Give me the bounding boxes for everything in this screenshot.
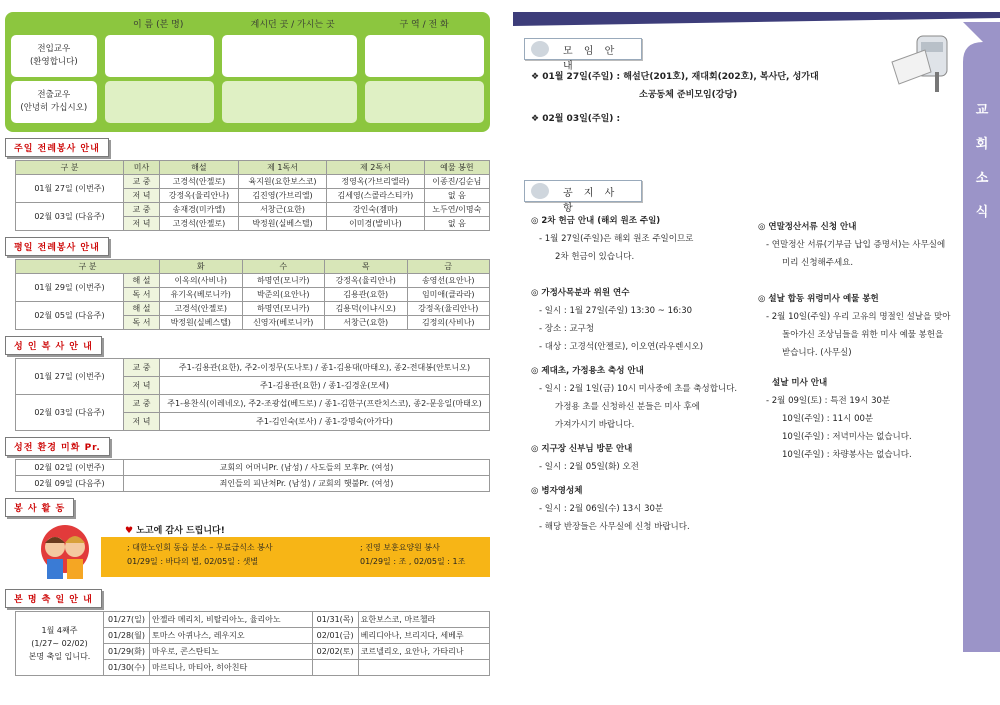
cell: 교 중 [124, 175, 160, 189]
date-cell: 02월 09일 (다음주) [16, 476, 124, 492]
cell: 이옥의(사비나) [160, 274, 243, 288]
notice-heading: ◎ 제대초, 가정용초 축성 안내 [531, 366, 644, 376]
notice-line: 미리 신청해주세요. [782, 258, 854, 268]
cell: 마르티나, 마티아, 히아친타 [150, 660, 313, 676]
meeting-line2: 소공동체 준비모임(강당) [639, 90, 738, 100]
th: 해설 [160, 161, 239, 175]
cell: 김용덕(이냐시오) [325, 302, 408, 316]
side-char: 식 [975, 205, 989, 220]
notice-title-box [524, 180, 642, 214]
sunday-table [15, 160, 490, 231]
notice-right-column [758, 218, 968, 464]
notice-line: - 2월 10일(주일) 우리 고유의 명절인 설날을 맞아 [766, 312, 951, 322]
cell: 주1-용찬식(이레네오), 주2-조광섭(베드로) / 종1-김한구(프란치스코), 종2-문응일(마태오) [160, 395, 490, 413]
header-district: 구 역 / 전 화 [399, 19, 449, 30]
cell: 주1-김인숙(로사) / 종1-강명숙(아가다) [160, 413, 490, 431]
cell: 01/28(월) [104, 628, 150, 644]
cell [358, 660, 489, 676]
cell: 저 녁 [124, 377, 160, 395]
notice-left-column [531, 212, 771, 536]
label-incoming: 전입교우 (환영합니다) [11, 35, 97, 77]
cell: 신영자(베로니카) [242, 316, 325, 330]
notice-line: 가져가시기 바랍니다. [555, 420, 635, 430]
notice-heading: 설날 미사 안내 [772, 378, 828, 388]
sunday-section-title: 주일 전례봉사 안내 [5, 138, 109, 157]
church-news-vertical [971, 94, 993, 230]
side-char: 소 [975, 171, 989, 186]
mailbox-icon [887, 32, 957, 94]
cell: 해 설 [124, 302, 160, 316]
cell: 코르넬리오, 요안나, 가타리나 [358, 644, 489, 660]
cell: 주1-김용관(요한), 주2-이정무(도나토) / 종1-김용대(마태오), 종2-전대봉(안토니오) [160, 359, 490, 377]
notice-line: 10일(주일) : 11시 00분 [782, 414, 874, 424]
table-row [16, 203, 490, 217]
altar-section-title: 성 인 복 사 안 내 [5, 336, 102, 355]
th: 금 [407, 260, 490, 274]
left-page [5, 12, 490, 676]
registration-box [5, 12, 490, 132]
cell: 강정옥(율리안나) [160, 189, 239, 203]
date-cell: 02월 05일 (다음주) [16, 302, 124, 330]
weekday-section-title: 평일 전례봉사 안내 [5, 237, 109, 256]
cell: 강정옥(율리안나) [407, 302, 490, 316]
couple-illustration-icon [25, 521, 100, 583]
cell: 김진영(가브리엘) [238, 189, 326, 203]
registration-header [11, 15, 484, 31]
notice-line: - 1월 27일(주일)은 해외 원조 주일이므로 [539, 234, 694, 244]
right-page [513, 12, 1000, 705]
cell: 베리디아나, 브리지다, 세베루 [358, 628, 489, 644]
patron-section-title: 본 명 축 일 안 내 [5, 589, 102, 608]
notice-heading: ◎ 병자영성체 [531, 486, 583, 496]
service-section-title: 봉 사 활 동 [5, 498, 74, 517]
table-row [16, 612, 490, 628]
cell: 강정옥(율리안나) [325, 274, 408, 288]
meeting-content [531, 68, 819, 128]
th: 예물 봉헌 [424, 161, 489, 175]
district-cell[interactable] [365, 81, 484, 123]
cell: 02/01(금) [312, 628, 358, 644]
th: 제 2독서 [327, 161, 425, 175]
header-name: 이 름 (본 명) [133, 19, 184, 30]
cell: 고경석(안젤로) [160, 175, 239, 189]
volunteer-2 [360, 541, 465, 569]
th: 수 [242, 260, 325, 274]
cell: 박준의(요안나) [242, 288, 325, 302]
notice-line: - 2월 09일(토) : 특전 19시 30분 [766, 396, 891, 406]
cell: 저 녁 [124, 217, 160, 231]
notice-line: - 일시 : 2월 05일(화) 오전 [539, 462, 639, 472]
cell: 서창근(요한) [325, 316, 408, 330]
notice-title: 공 지 사 항 [563, 188, 619, 214]
cell: 강인숙(젬마) [327, 203, 425, 217]
notice-line: 받습니다. (사무실) [782, 348, 852, 358]
header-place: 계시던 곳 / 가시는 곳 [250, 19, 335, 30]
label-outgoing: 전출교우 (안녕히 가십시오) [11, 81, 97, 123]
weekday-table [15, 259, 490, 330]
meeting-line3: ❖ 02월 03일(주일) : [531, 114, 621, 124]
registration-row-in [11, 35, 484, 77]
cell: 고경석(안젤로) [160, 302, 243, 316]
cell: 교회의 어머니Pr. (남성) / 사도들의 모후Pr. (여성) [124, 460, 490, 476]
table-row [16, 274, 490, 288]
cell: 이종진/김순님 [424, 175, 489, 189]
cell: 김정의(사비나) [407, 316, 490, 330]
table-row [16, 359, 490, 377]
vol2-line2: 01/29일 : 조 , 02/05일 : 1조 [360, 557, 466, 566]
table-row [16, 395, 490, 413]
heart-icon: ♥ [125, 526, 134, 536]
notice-heading: ◎ 가정사목분과 위원 연수 [531, 288, 630, 298]
cell: 정영옥(가브리엘라) [327, 175, 425, 189]
notice-line: 2차 헌금이 있습니다. [555, 252, 635, 262]
cell: 교 중 [124, 203, 160, 217]
meeting-line1: ❖ 01월 27일(주일) : 해설단(201호), 재대회(202호), 복사단, 성가대 [531, 72, 819, 82]
table-row [16, 476, 490, 492]
registration-row-out [11, 81, 484, 123]
place-cell[interactable] [222, 35, 356, 77]
date-cell: 02월 03일 (다음주) [16, 395, 124, 431]
side-char: 회 [975, 137, 989, 152]
notice-line: - 대상 : 고경석(안젤로), 이오연(라우렌시오) [539, 342, 704, 352]
notice-heading: ◎ 연말정산서류 신청 안내 [758, 222, 857, 232]
cell: 고경석(안젤로) [160, 217, 239, 231]
cell: 김용관(요한) [325, 288, 408, 302]
cell: 김세영(스콜라스티카) [327, 189, 425, 203]
notice-line: 가정용 초를 신청하신 분들은 미사 후에 [555, 402, 700, 412]
cell: 안젤라 메리치, 비탈리아노, 율리아노 [150, 612, 313, 628]
cell: 이미경(발비나) [327, 217, 425, 231]
notice-line: 돌아가신 조상님들을 위한 미사 예물 봉헌을 [782, 330, 944, 340]
notice-heading: ◎ 지구장 신부님 방문 안내 [531, 444, 633, 454]
thanks-message [125, 523, 225, 536]
cell: 독 서 [124, 288, 160, 302]
volunteer-1 [127, 541, 273, 569]
cell: 해 설 [124, 274, 160, 288]
vol1-line2: 01/29일 : 바다의 별, 02/05일 : 샛별 [127, 557, 259, 566]
cell: 교 중 [124, 359, 160, 377]
table-row [16, 302, 490, 316]
name-cell[interactable] [105, 35, 215, 77]
notice-heading: ◎ 2차 헌금 안내 (해외 원조 주일) [531, 216, 661, 226]
th: 제 1독서 [238, 161, 326, 175]
th: 구 분 [16, 260, 160, 274]
notice-line: - 일시 : 1월 27일(주일) 13:30 ~ 16:30 [539, 306, 693, 316]
env-table [15, 459, 490, 492]
altar-table [15, 358, 490, 431]
cell: 유기옥(베로니카) [160, 288, 243, 302]
date-cell: 01월 29일 (이번주) [16, 274, 124, 302]
notice-line: - 일시 : 2월 06일(수) 13시 30분 [539, 504, 664, 514]
cell: 01/30(수) [104, 660, 150, 676]
cell: 01/31(목) [312, 612, 358, 628]
name-cell[interactable] [105, 81, 215, 123]
meeting-title-box [524, 38, 642, 72]
patron-table [15, 611, 490, 676]
cell: 송영선(요안나) [407, 274, 490, 288]
date-cell: 01월 27일 (이번주) [16, 359, 124, 395]
cell: 박정원(실베스텔) [160, 316, 243, 330]
cell: 주1-김용관(요한) / 종1-김경운(모세) [160, 377, 490, 395]
meeting-title: 모 임 안 내 [563, 46, 619, 72]
th: 화 [160, 260, 243, 274]
thanks-text: 노고에 감사 드립니다! [136, 526, 225, 536]
cell [312, 660, 358, 676]
cell: 요한보스코, 마르첼라 [358, 612, 489, 628]
cell: 하명연(모니카) [242, 274, 325, 288]
notice-line: - 장소 : 교구청 [539, 324, 595, 334]
cell: 토마스 아퀴나스, 레우지오 [150, 628, 313, 644]
notice-heading: ◎ 설날 합동 위령미사 예물 봉헌 [758, 294, 879, 304]
cell: 육지원(요한보스코) [238, 175, 326, 189]
week-cell: 1월 4째주 (1/27~ 02/02) 본명 축일 입니다. [16, 612, 104, 676]
side-char: 교 [975, 103, 989, 118]
place-cell[interactable] [222, 81, 356, 123]
cell: 01/29(화) [104, 644, 150, 660]
table-row [16, 460, 490, 476]
notice-line: - 해당 반장들은 사무실에 신청 바랍니다. [539, 522, 690, 532]
notice-line: 10일(주일) : 저녁미사는 없습니다. [782, 432, 912, 442]
date-cell: 02월 02일 (이번주) [16, 460, 124, 476]
date-cell: 02월 03일 (다음주) [16, 203, 124, 231]
notice-line: - 일시 : 2월 1일(금) 10시 미사중에 초를 축성합니다. [539, 384, 738, 394]
cell: 서창근(요한) [238, 203, 326, 217]
env-section-title: 성전 환경 미화 Pr. [5, 437, 110, 456]
cell: 없 음 [424, 189, 489, 203]
cell: 노두연/이명숙 [424, 203, 489, 217]
cell: 저 녁 [124, 413, 160, 431]
cell: 박정원(실베스텔) [238, 217, 326, 231]
cell: 없 음 [424, 217, 489, 231]
cell: 교 중 [124, 395, 160, 413]
cell: 02/02(토) [312, 644, 358, 660]
th: 목 [325, 260, 408, 274]
district-cell[interactable] [365, 35, 484, 77]
vol1-line1: ; 대한노인회 동읍 분소 – 무료급식소 봉사 [127, 543, 273, 552]
service-banner [5, 521, 490, 583]
vol2-line1: ; 진영 보훈요양원 봉사 [360, 543, 440, 552]
speaker-icon [531, 183, 549, 199]
cell: 01/27(일) [104, 612, 150, 628]
cell: 하명연(모니카) [242, 302, 325, 316]
speaker-icon [531, 41, 549, 57]
notice-line: - 연말정산 서류(기부금 납입 증명서)는 사무실에 [766, 240, 946, 250]
cell: 죄인들의 피난처Pr. (남성) / 교회의 햇불Pr. (여성) [124, 476, 490, 492]
cell: 저 녁 [124, 189, 160, 203]
cell: 마우로, 콘스탄티노 [150, 644, 313, 660]
cell: 임미애(클라라) [407, 288, 490, 302]
notice-line: 10일(주일) : 차량봉사는 없습니다. [782, 450, 912, 460]
th: 미사 [124, 161, 160, 175]
cell: 송재경(미카엘) [160, 203, 239, 217]
cell: 독 서 [124, 316, 160, 330]
date-cell: 01월 27일 (이번주) [16, 175, 124, 203]
table-row [16, 175, 490, 189]
th: 구 분 [16, 161, 124, 175]
